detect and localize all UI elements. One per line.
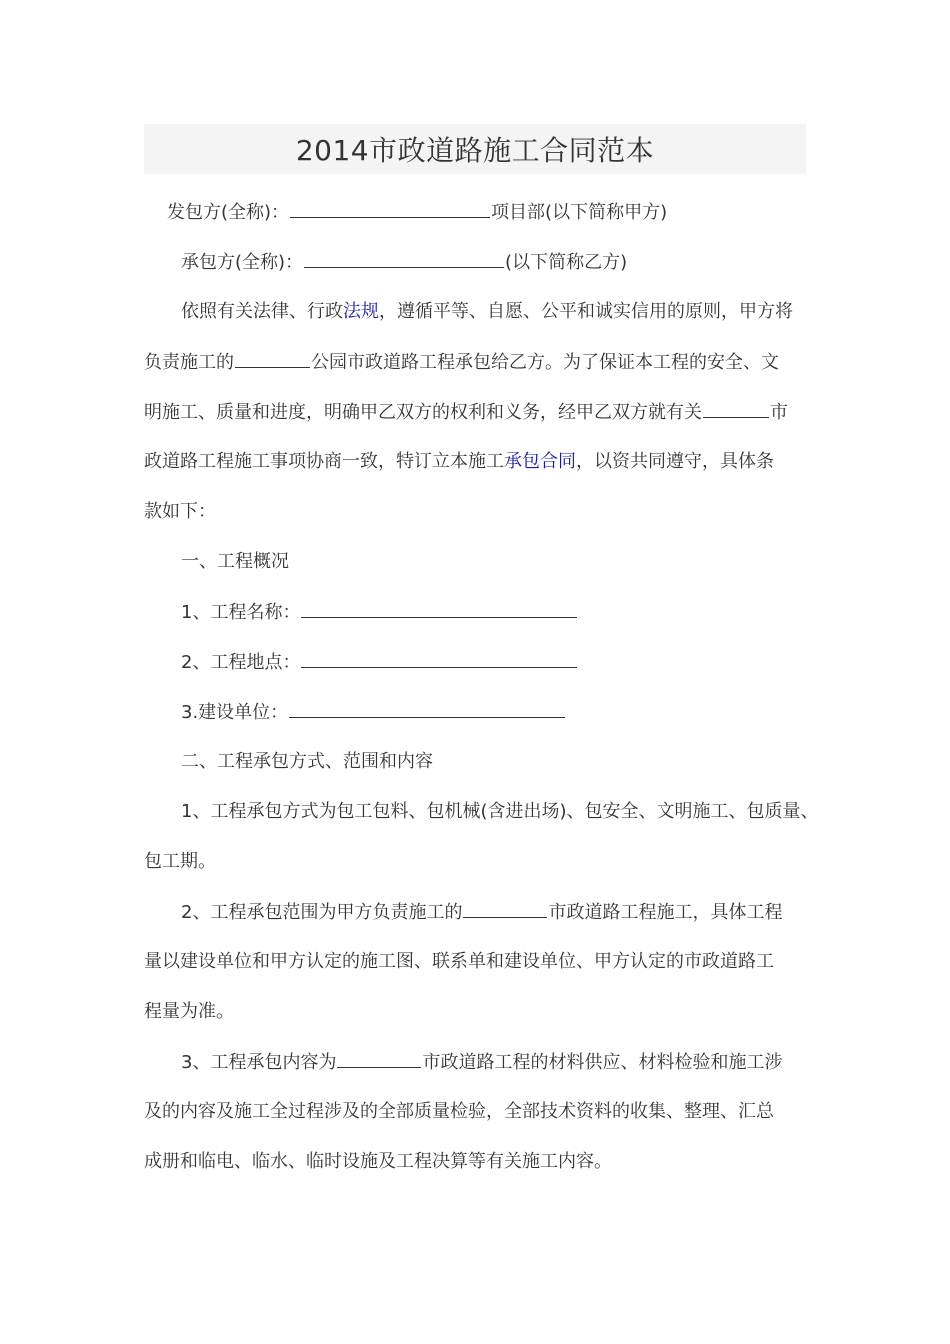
party-b-label: 承包方(全称)： (181, 252, 304, 273)
paragraph-text: 成册和临电、临水、临时设施及工程决算等有关施工内容。 (144, 1151, 612, 1172)
intro-text: 依照有关法律、行政 (181, 301, 343, 322)
intro-line-3 (144, 399, 824, 426)
party-b-line (144, 249, 861, 276)
party-a-line (144, 199, 847, 226)
intro-text: 负责施工的 (144, 352, 234, 373)
paragraph-text: 市政道路工程的材料供应、材料检验和施工涉 (422, 1052, 783, 1073)
intro-text: ，以资共同遵守，具体条 (576, 451, 774, 472)
section2-p3-line3 (144, 1149, 824, 1175)
construction-unit-blank[interactable] (289, 699, 565, 718)
party-a-label: 发包方(全称)： (167, 202, 290, 223)
section-heading: 一、工程概况 (181, 551, 289, 572)
party-b-suffix: (以下简称乙方) (505, 252, 628, 273)
intro-line-1 (144, 299, 861, 325)
paragraph-text: 3、工程承包内容为 (181, 1052, 337, 1073)
intro-text: 市 (770, 402, 788, 423)
party-a-suffix: 项目部(以下简称甲方) (491, 202, 668, 223)
section1-heading (144, 549, 861, 575)
related-blank[interactable] (703, 399, 769, 418)
project-name-line (144, 599, 861, 626)
contract-link[interactable]: 承包合同 (504, 451, 576, 472)
section2-p1-line1 (144, 799, 861, 825)
intro-line-4 (144, 449, 824, 475)
section2-p3-line1 (144, 1049, 861, 1076)
section2-p1-line2 (144, 849, 824, 875)
construction-unit-label: 3.建设单位： (181, 702, 289, 723)
intro-text: 款如下： (144, 501, 216, 522)
project-name-label: 1、工程名称： (181, 602, 301, 623)
section-heading: 二、工程承包方式、范围和内容 (181, 751, 433, 772)
intro-text: 明施工、质量和进度，明确甲乙双方的权利和义务，经甲乙双方就有关 (144, 402, 702, 423)
intro-text: ，遵循平等、自愿、公平和诚实信用的原则，甲方将 (379, 301, 793, 322)
paragraph-text: 及的内容及施工全过程涉及的全部质量检验，全部技术资料的收集、整理、汇总 (144, 1101, 774, 1122)
paragraph-text: 程量为准。 (144, 1001, 234, 1022)
section2-p2-line1 (144, 899, 861, 926)
paragraph-text: 包工期。 (144, 851, 216, 872)
scope-blank[interactable] (463, 899, 547, 918)
project-location-label: 2、工程地点： (181, 652, 301, 673)
document-title: 2014市政道路施工合同范本 (295, 134, 655, 167)
project-location-line (144, 649, 861, 676)
section2-heading (144, 749, 861, 775)
law-link[interactable]: 法规 (343, 301, 379, 322)
party-b-blank[interactable] (304, 249, 504, 268)
paragraph-text: 量以建设单位和甲方认定的施工图、联系单和建设单位、甲方认定的市政道路工 (144, 951, 774, 972)
project-location-blank[interactable] (301, 649, 577, 668)
intro-line-5 (144, 499, 824, 525)
section2-p2-line2 (144, 949, 824, 975)
section2-p3-line2 (144, 1099, 824, 1125)
project-blank[interactable] (235, 349, 310, 368)
party-a-blank[interactable] (290, 199, 490, 218)
content-blank[interactable] (337, 1049, 421, 1068)
intro-text: 公园市政道路工程承包给乙方。为了保证本工程的安全、文 (311, 352, 779, 373)
project-name-blank[interactable] (301, 599, 577, 618)
paragraph-text: 市政道路工程施工，具体工程 (548, 902, 783, 923)
title-bar (144, 124, 806, 174)
construction-unit-line (144, 699, 861, 726)
intro-text: 政道路工程施工事项协商一致，特订立本施工 (144, 451, 504, 472)
section2-p2-line3 (144, 999, 824, 1025)
intro-line-2 (144, 349, 824, 376)
paragraph-text: 1、工程承包方式为包工包料、包机械(含进出场)、包安全、文明施工、包质量、 (181, 801, 819, 822)
paragraph-text: 2、工程承包范围为甲方负责施工的 (181, 902, 463, 923)
